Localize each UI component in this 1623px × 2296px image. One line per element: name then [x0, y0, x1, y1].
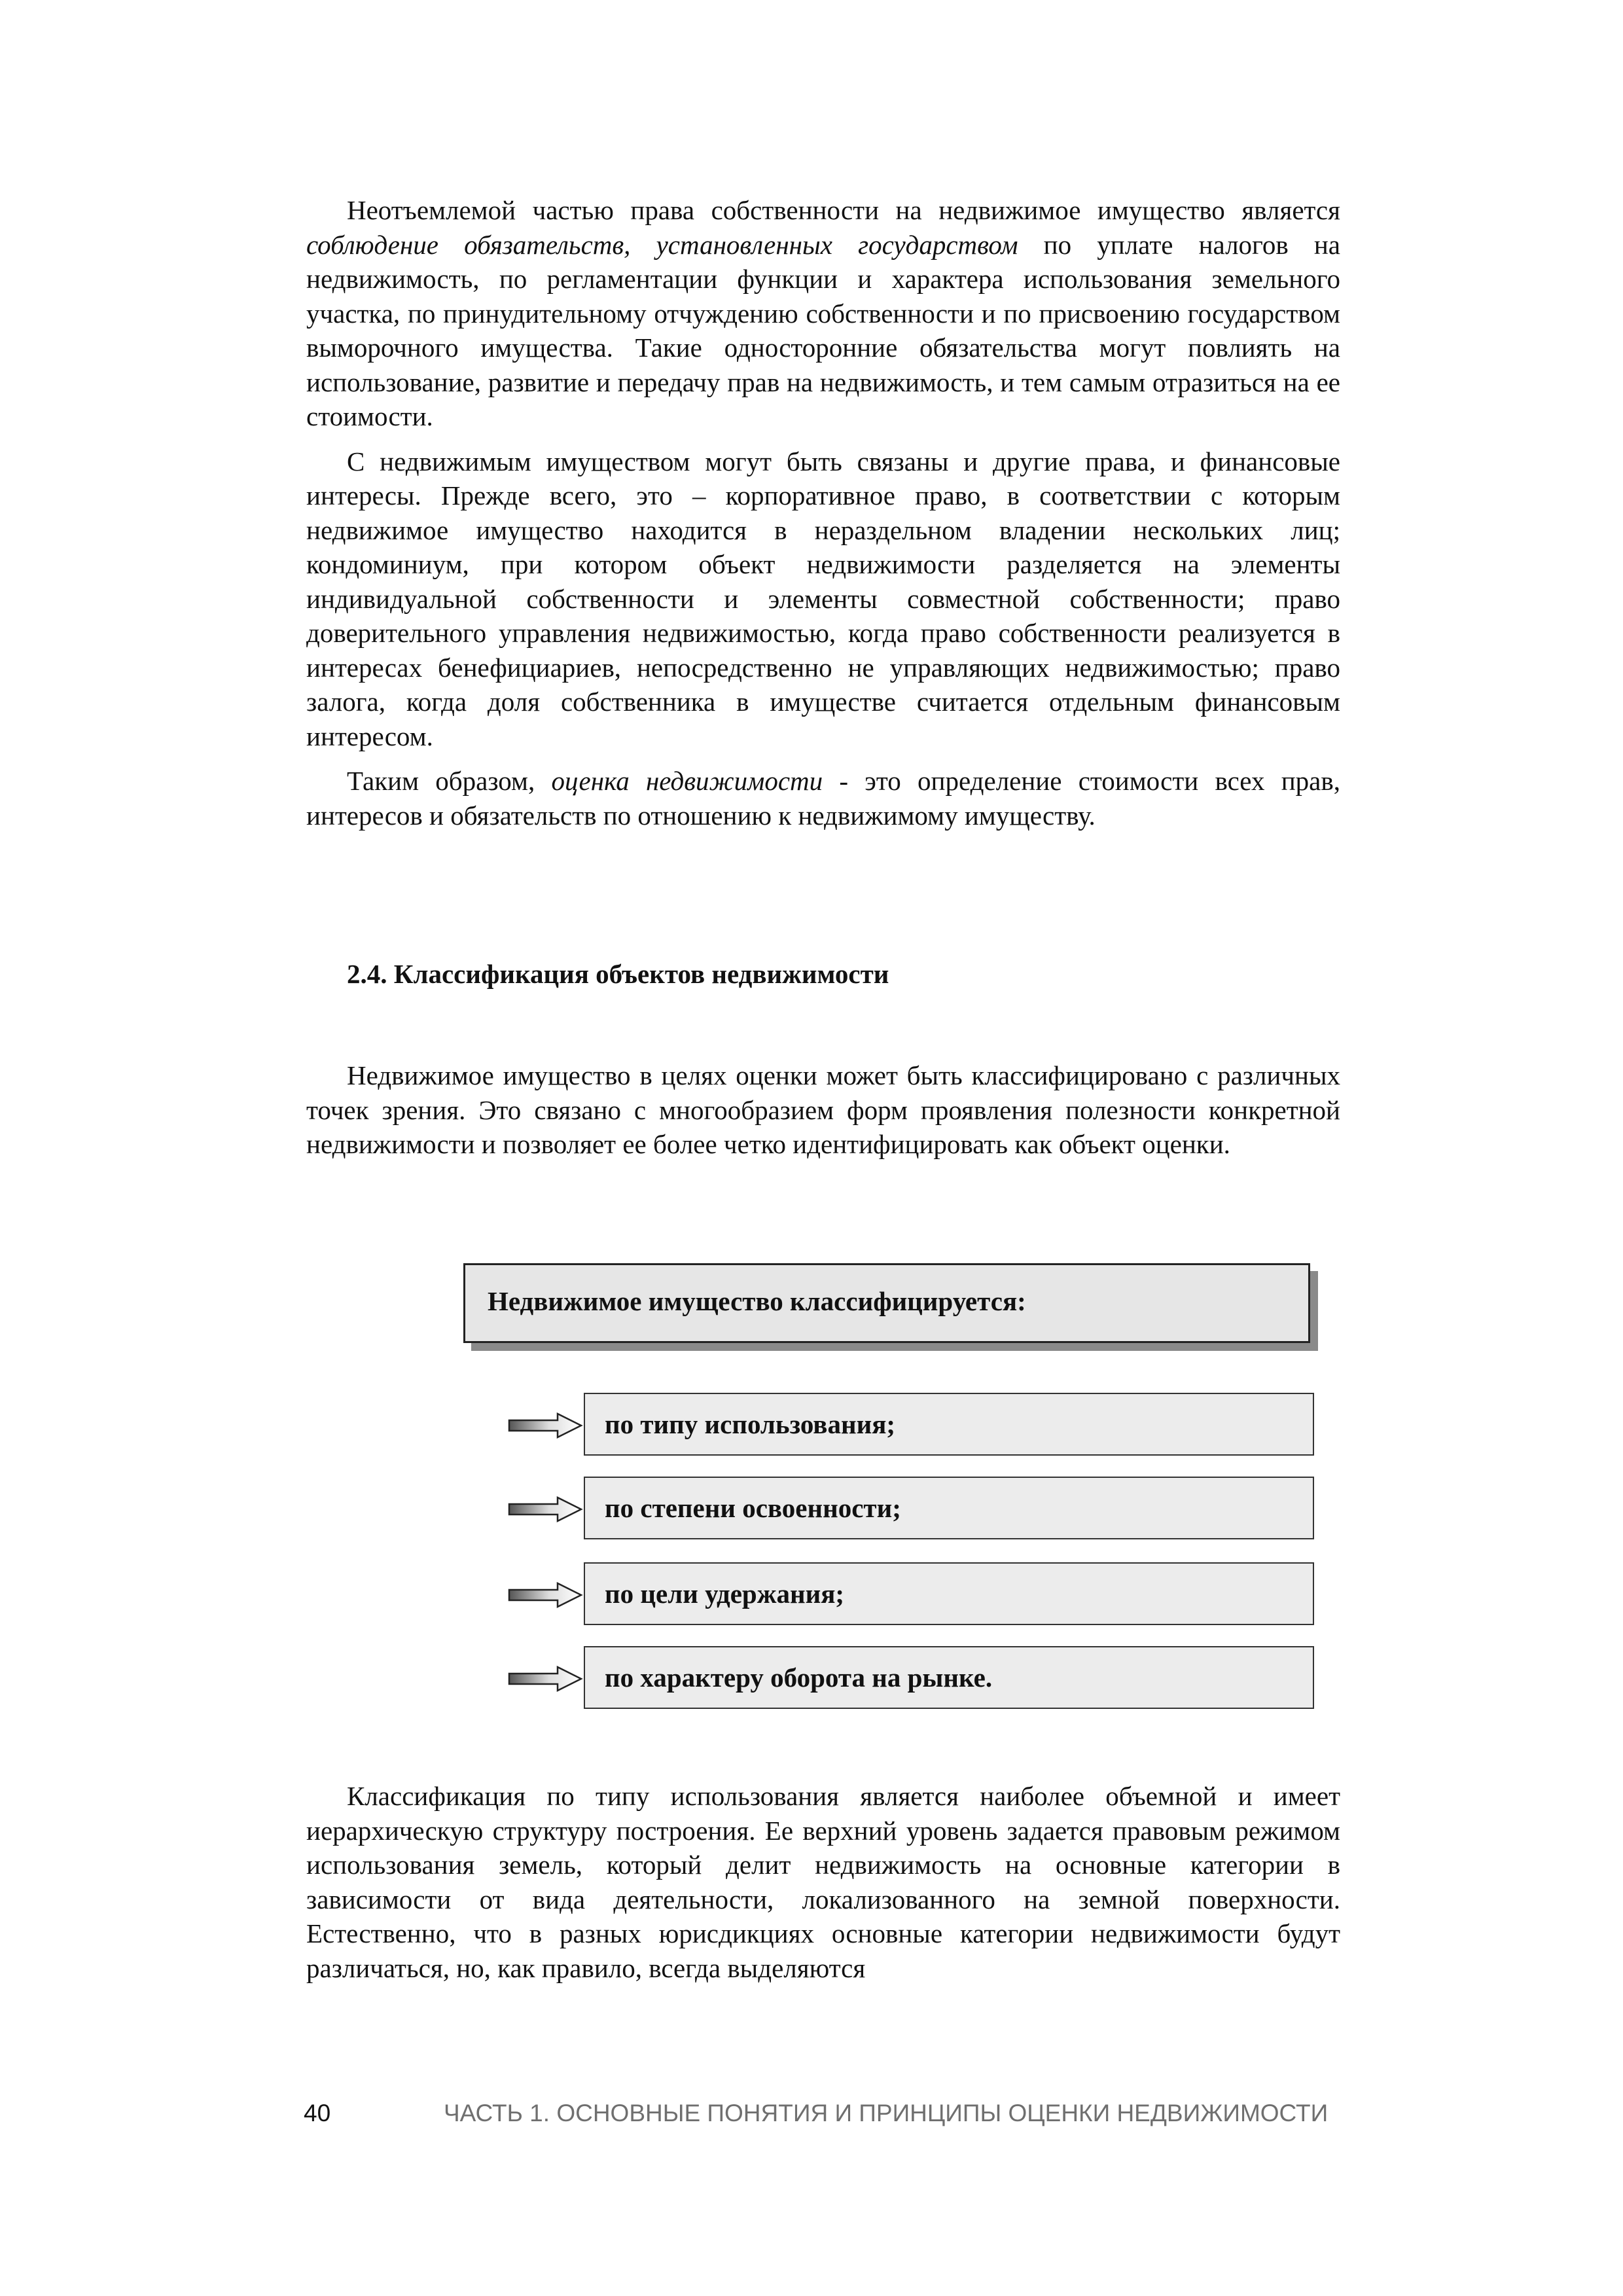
running-header: ЧАСТЬ 1. ОСНОВНЫЕ ПОНЯТИЯ И ПРИНЦИПЫ ОЦЕНКИ НЕДВИЖИМОСТИ — [444, 2100, 1329, 2126]
paragraph-text: Таким образом, — [347, 766, 552, 796]
classification-box — [584, 1477, 1314, 1539]
right-arrow-icon — [508, 1496, 584, 1522]
section-heading: 2.4. Классификация объектов недвижимости — [347, 959, 889, 989]
classification-box — [584, 1393, 1314, 1456]
classification-label: по характеру оборота на рынке. — [605, 1662, 993, 1693]
classification-item — [508, 1562, 1314, 1625]
classification-intro-block — [306, 1058, 1340, 1162]
classification-item — [508, 1477, 1314, 1539]
classification-item — [508, 1646, 1314, 1709]
classification-label: по типу использования; — [605, 1409, 896, 1439]
emphasis-text: соблюдение обязательств, установленных государством — [306, 229, 1018, 260]
classification-label: по цели удержания; — [605, 1579, 845, 1609]
classification-item — [508, 1393, 1314, 1456]
classification-box — [584, 1646, 1314, 1709]
right-arrow-icon — [508, 1582, 584, 1608]
diagram-title: Недвижимое имущество классифицируется: — [488, 1286, 1026, 1316]
classification-label: по степени освоенности; — [605, 1493, 901, 1523]
paragraph-usage-classification: Классификация по типу использования является наиболее объемной и имеет иерархическую структуру построения. Ее верхний уровень задается правовым режимом использования земель, который делит недвижимость на основные категории в зависимости от вида деятельности, локализованного на земной поверхности. Естественно, что в разных юрисдикциях основные категории недвижимости будут различаться, но, как правило, всегда выделяются — [306, 1781, 1340, 1983]
paragraph-classification-intro: Недвижимое имущество в целях оценки может быть классифицировано с различных точек зрения. Это связано с многообразием форм проявления полезности конкретной недвижимости и позволяет ее более четко идентифицировать как объект оценки. — [306, 1060, 1340, 1159]
paragraph-text: - это определение стоимости всех прав, интересов и обязательств по отношению к недвижимому имуществу. — [306, 766, 1340, 831]
intro-text-block — [306, 193, 1340, 833]
right-arrow-icon — [508, 1666, 584, 1692]
paragraph-rights: С недвижимым имуществом могут быть связаны и другие права, и финансовые интересы. Прежде всего, это – корпоративное право, в соответствии с которым недвижимое имущество находится в нераздельном владении нескольких лиц; кондоминиум, при котором объект недвижимости разделяется на элементы индивидуальной собственности и элементы совместной собственности; право доверительного управления недвижимостью, когда право собственности реализуется в интересах бенефициариев, непосредственно не управляющих недвижимостью; право залога, когда доля собственника в имуществе считается отдельным финансовым интересом. — [306, 446, 1340, 751]
classification-box — [584, 1562, 1314, 1625]
right-arrow-icon — [508, 1412, 584, 1439]
paragraph-text: Неотъемлемой частью права собственности на недвижимое имущество является — [347, 195, 1340, 225]
paragraph-definition — [306, 764, 1340, 833]
page-number: 40 — [304, 2100, 331, 2126]
emphasis-text: оценка недвижимости — [551, 766, 823, 796]
paragraph-text: по уплате налогов на недвижимость, по регламентации функции и характера использования земельного участка, по принудительному отчуждению собственности и по присвоению государством выморочного имущества. Такие односторонние обязательства могут повлиять на использование, развитие и передачу прав на недвижимость, и тем самым отразиться на ее стоимости. — [306, 229, 1340, 431]
diagram-title-box — [463, 1263, 1310, 1343]
usage-classification-block — [306, 1779, 1340, 1985]
paragraph-obligations — [306, 193, 1340, 434]
